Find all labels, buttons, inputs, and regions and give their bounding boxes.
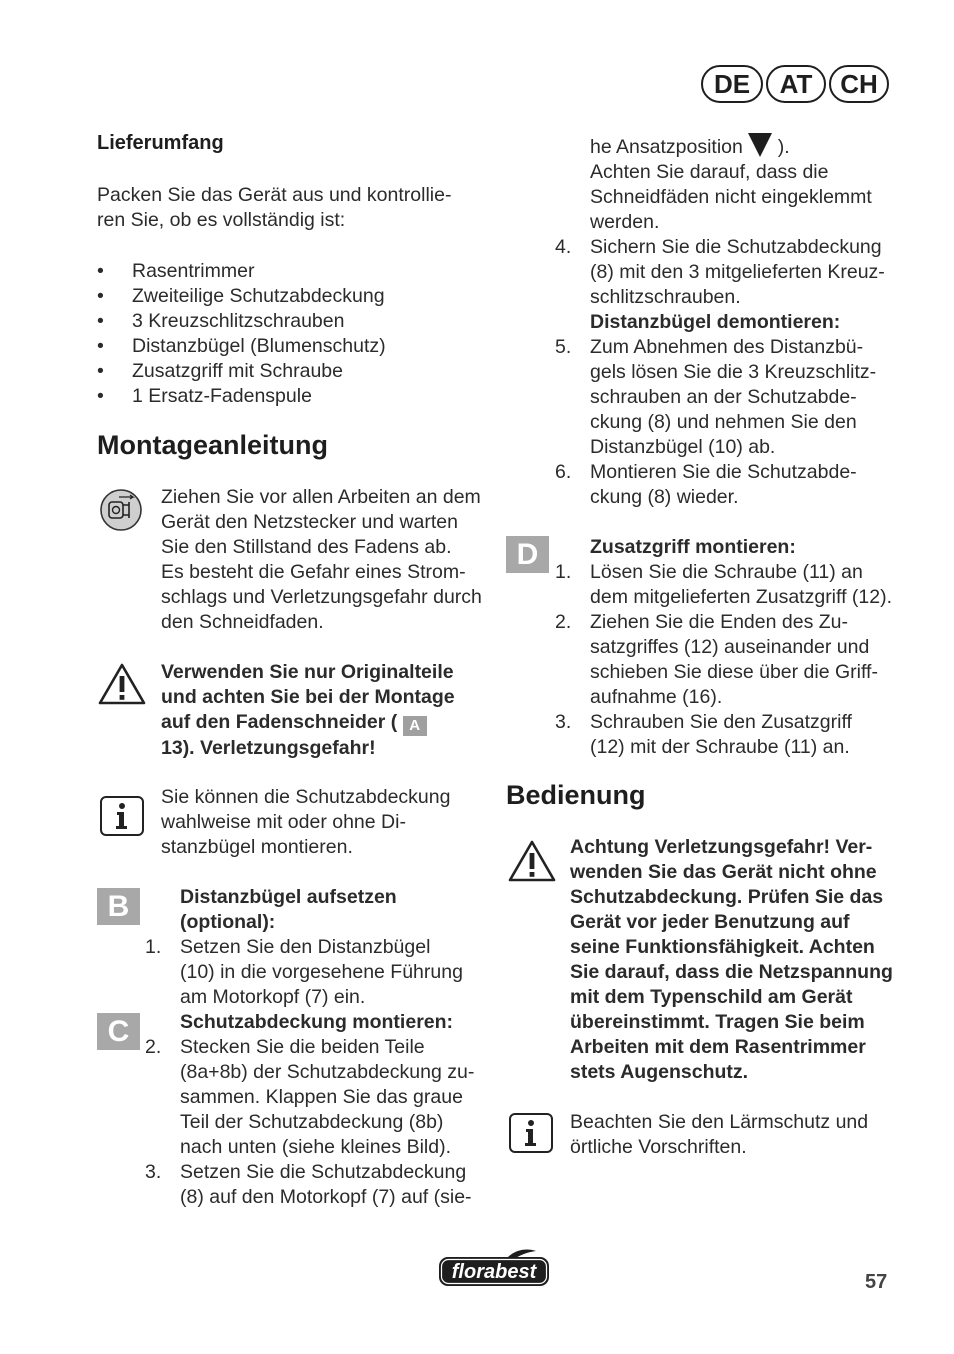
bedienung-info: Beachten Sie den Lärmschutz und örtliche Vorschriften.: [570, 1111, 869, 1158]
florabest-logo: florabest: [438, 1249, 550, 1287]
figure-badge-d: D: [506, 536, 549, 573]
info-icon: [508, 1112, 554, 1154]
list-item: • 1 Ersatz-Fadenspule: [97, 385, 312, 407]
figure-badge-b: B: [97, 888, 140, 925]
lieferumfang-list: [97, 259, 497, 409]
down-triangle-icon: [748, 133, 772, 157]
list-item: • Zusatzgriff mit Schraube: [97, 360, 343, 382]
bedienung-warning: Achtung Verletzungsgefahr! Ver- wenden Sie das Gerät nicht ohne Schutzabdeckung. Prüfen Sie das Gerät vor jeder Benutzung auf seine Funktionsfähigkeit. Achten Sie darauf, dass die Netzspannung mit dem Typenschild am Gerät übereinstimmt. Tragen Sie beim Arbeiten mit dem Rasentrimmer stets Augenschutz.: [570, 836, 893, 1083]
sub-heading-zusatzgriff: Zusatzgriff montieren:: [590, 536, 796, 558]
lang-badge-ch: CH: [829, 65, 889, 103]
warning-icon: [97, 662, 147, 706]
sub-heading-distanzbuegel: Distanzbügel aufsetzen: [180, 886, 397, 908]
lieferumfang-intro: Packen Sie das Gerät aus und kontrollie- ren Sie, ob es vollständig ist:: [97, 184, 452, 231]
montage-warning: Verwenden Sie nur Originalteile und achten Sie bei der Montage auf den Fadenschneider ( A 13). Verletzungsgefahr!: [161, 661, 455, 759]
lieferumfang-heading: Lieferumfang: [97, 132, 224, 154]
lang-badge-at: AT: [766, 65, 826, 103]
list-item: • Rasentrimmer: [97, 260, 255, 282]
montageanleitung-heading: Montageanleitung: [97, 430, 328, 460]
lang-badge-de: DE: [701, 65, 763, 103]
plug-note: Ziehen Sie vor allen Arbeiten an dem Gerät den Netzstecker und warten Sie den Stillstand des Fadens ab. Es besteht die Gefahr eines Strom- schlags und Verletzungsgefahr durch den Schneidfaden.: [161, 486, 482, 633]
page-number: 57: [865, 1271, 888, 1293]
figure-badge-a: A: [403, 716, 427, 736]
sub-heading-demontieren: Distanzbügel demontieren:: [590, 311, 841, 333]
montage-steps: Distanzbügel aufsetzen (optional): 1. Setzen Sie den Distanzbügel (10) in die vorgesehene Führung am Motorkopf (7) ein. Schutzabdeckung montieren: 2. Stecken Sie die beiden Teile (8a+8b) der Schutzabdeckung zu- sammen. Klappen Sie das graue Teil der Schutzabdeckung (8b) nach unten (siehe kleines Bild). 3. Setzen Sie die Schutzabdeckung (8) auf den Motorkopf (7) auf (sie-: [145, 886, 475, 1208]
info-icon: [99, 795, 145, 837]
list-item: • 3 Kreuzschlitzschrauben: [97, 310, 345, 332]
zusatzgriff-steps: Zusatzgriff montieren: 1. Lösen Sie die Schraube (11) an dem mitgelieferten Zusatzgriff (12). 2. Ziehen Sie die Enden des Zu- satzgriffes (12) auseinander und schieben Sie diese über die Griff- aufnahme (16). 3. Schrauben Sie den Zusatzgriff (12) mit der Schraube (11) an.: [555, 536, 893, 758]
warning-icon: [507, 839, 557, 883]
list-item: • Distanzbügel (Blumenschutz): [97, 335, 386, 357]
figure-badge-c: C: [97, 1013, 140, 1050]
montage-info: Sie können die Schutzabdeckung wahlweise mit oder ohne Di- stanzbügel montieren.: [161, 786, 451, 858]
bedienung-heading: Bedienung: [506, 780, 646, 810]
plug-icon: [99, 488, 143, 532]
montage-steps-continued: he Ansatzposition ). Achten Sie darauf, dass die Schneidfäden nicht eingeklemmt werden. 4. Sichern Sie die Schutzabdeckung (8) mit den 3 mitgelieferten Kreuz- schlitzschrauben. Distanzbügel demontieren: 5. Zum Abnehmen des Distanzbü- gels lösen Sie die 3 Kreuzschlitz- schrauben an der Schutzabde- ckung (8) und nehmen Sie den Distanzbügel (10) ab. 6. Montieren Sie die Schutzabde- ckung (8) wieder.: [555, 133, 905, 510]
list-item: • Zweiteilige Schutzabdeckung: [97, 285, 385, 307]
sub-heading-schutzabdeckung: Schutzabdeckung montieren:: [180, 1011, 454, 1033]
